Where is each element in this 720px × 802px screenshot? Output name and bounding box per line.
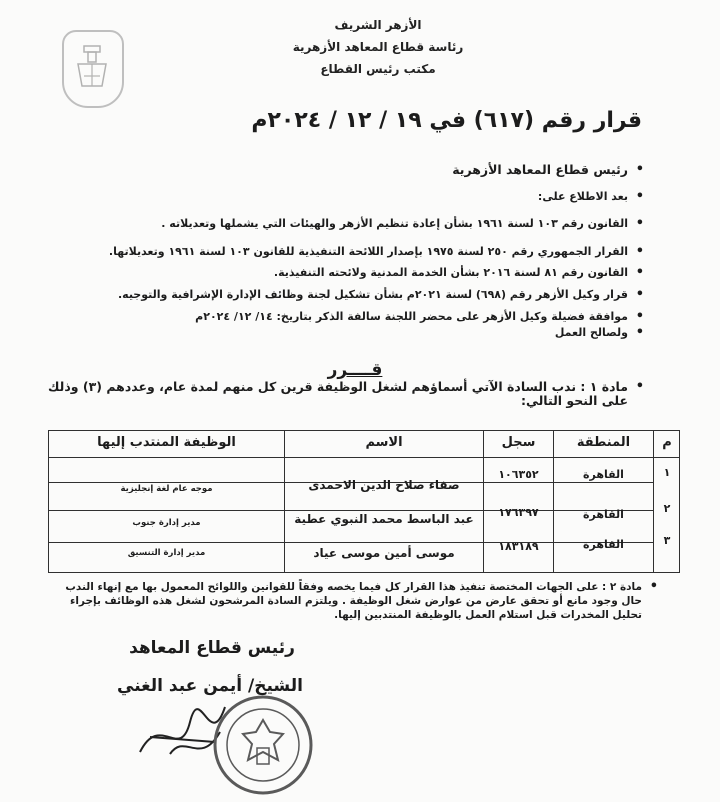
list-item: • ولصالح العمل xyxy=(84,326,644,340)
header-office: مكتب رئيس القطاع xyxy=(320,62,436,76)
table-header-name: الاسم xyxy=(365,435,403,450)
decision-title: قرار رقم (٦١٧) في ١٩ / ١٢ / ٢٠٢٤م xyxy=(251,108,642,133)
table-row-2-post: مدير إدارة جنوب xyxy=(132,518,201,528)
header-institution: الأزهر الشريف xyxy=(334,18,422,32)
list-item: • قرار وكيل الأزهر رقم (٦٩٨) لسنة ٢٠٢١م بشأن تشكيل لجنة وظائف الإدارة الإشرافية والتوجيه. xyxy=(84,288,644,302)
list-item: • رئيس قطاع المعاهد الأزهرية xyxy=(84,163,644,177)
table-row-3-record: ١٨٣١٨٩ xyxy=(498,540,539,553)
eagle-seal-icon xyxy=(208,690,318,800)
table-row-1-name: صفاء صلاح الدين الاحمدى xyxy=(308,478,460,492)
article-2 xyxy=(58,580,658,622)
article-1 xyxy=(44,380,644,408)
header-sector: رئاسة قطاع المعاهد الأزهرية xyxy=(292,40,464,54)
signature-title: رئيس قطاع المعاهد xyxy=(129,638,295,658)
table-row-1-region: القاهرة xyxy=(583,468,624,481)
list-item: • القانون رقم ١٠٣ لسنة ١٩٦١ بشأن إعادة تنظيم الأزهر والهيئات التي يشملها وتعديلاته . xyxy=(84,217,644,231)
article-1-text: • مادة ١ : ندب السادة الآتي أسماؤهم لشغل الوظيفة قرين كل منهم لمدة عام، وعددهم (٣) وذلك على النحو التالي: xyxy=(44,380,644,408)
table-header-record: سجل xyxy=(501,435,536,450)
decree-heading: قــــرر xyxy=(327,360,383,380)
azhar-emblem-icon xyxy=(62,30,124,108)
nominees-table xyxy=(48,430,680,573)
table-row-3-name: موسى أمين موسى عياد xyxy=(313,546,455,560)
table-row-2-num: ٢ xyxy=(663,502,671,515)
list-item: • القرار الجمهوري رقم ٢٥٠ لسنة ١٩٧٥ بإصدار اللائحة التنفيذية للقانون ١٠٣ لسنة ١٩٦١ وتعديلاتها. xyxy=(84,245,644,259)
list-item: • موافقة فضيلة وكيل الأزهر على محضر اللجنة سالفة الذكر بتاريخ: ١٤/ ١٢/ ٢٠٢٤م xyxy=(84,310,644,324)
table-row-3-post: مدير إدارة التنسيق xyxy=(127,548,206,558)
list-item: • القانون رقم ٨١ لسنة ٢٠١٦ بشأن الخدمة المدنية ولائحته التنفيذية. xyxy=(84,266,644,280)
signature-name: الشيخ/ أيمن عبد الغني xyxy=(117,676,303,696)
table-row-1-record: ١٠٦٣٥٢ xyxy=(498,468,539,481)
table-row-1-post: موجه عام لغة إنجليزية xyxy=(120,484,213,494)
table-row-2-record: ١٧٦٣٩٧ xyxy=(498,506,539,519)
table-row-3-region: القاهرة xyxy=(583,538,624,551)
table-header-num: م xyxy=(662,435,672,450)
list-item: • بعد الاطلاع على: xyxy=(84,190,644,204)
table-row-3-num: ٣ xyxy=(663,534,671,547)
table-row-2-region: القاهرة xyxy=(583,508,624,521)
preamble-list xyxy=(84,163,644,340)
table-row-1-num: ١ xyxy=(663,466,671,479)
header-block xyxy=(258,14,498,80)
table-header-post: الوظيفة المنتدب إليها xyxy=(97,435,236,450)
table-header-region: المنطقة xyxy=(576,435,631,450)
article-2-text: • مادة ٢ : على الجهات المختصة تنفيذ هذا القرار كل فيما يخصه وفقاً للقوانين واللوائح المعمول بها مع إنهاء الندب حال وجود مانع أو تحقق عارض من عوارض شغل الوظيفة . ويلتزم السادة المرشحون لشغل هذه الوظائف بإجراء تحليل المخدرات قبل استلام العمل بالوظيفة المنتدبين إليها. xyxy=(58,580,658,622)
table-row-2-name: عبد الباسط محمد النبوي عطية xyxy=(294,512,474,526)
